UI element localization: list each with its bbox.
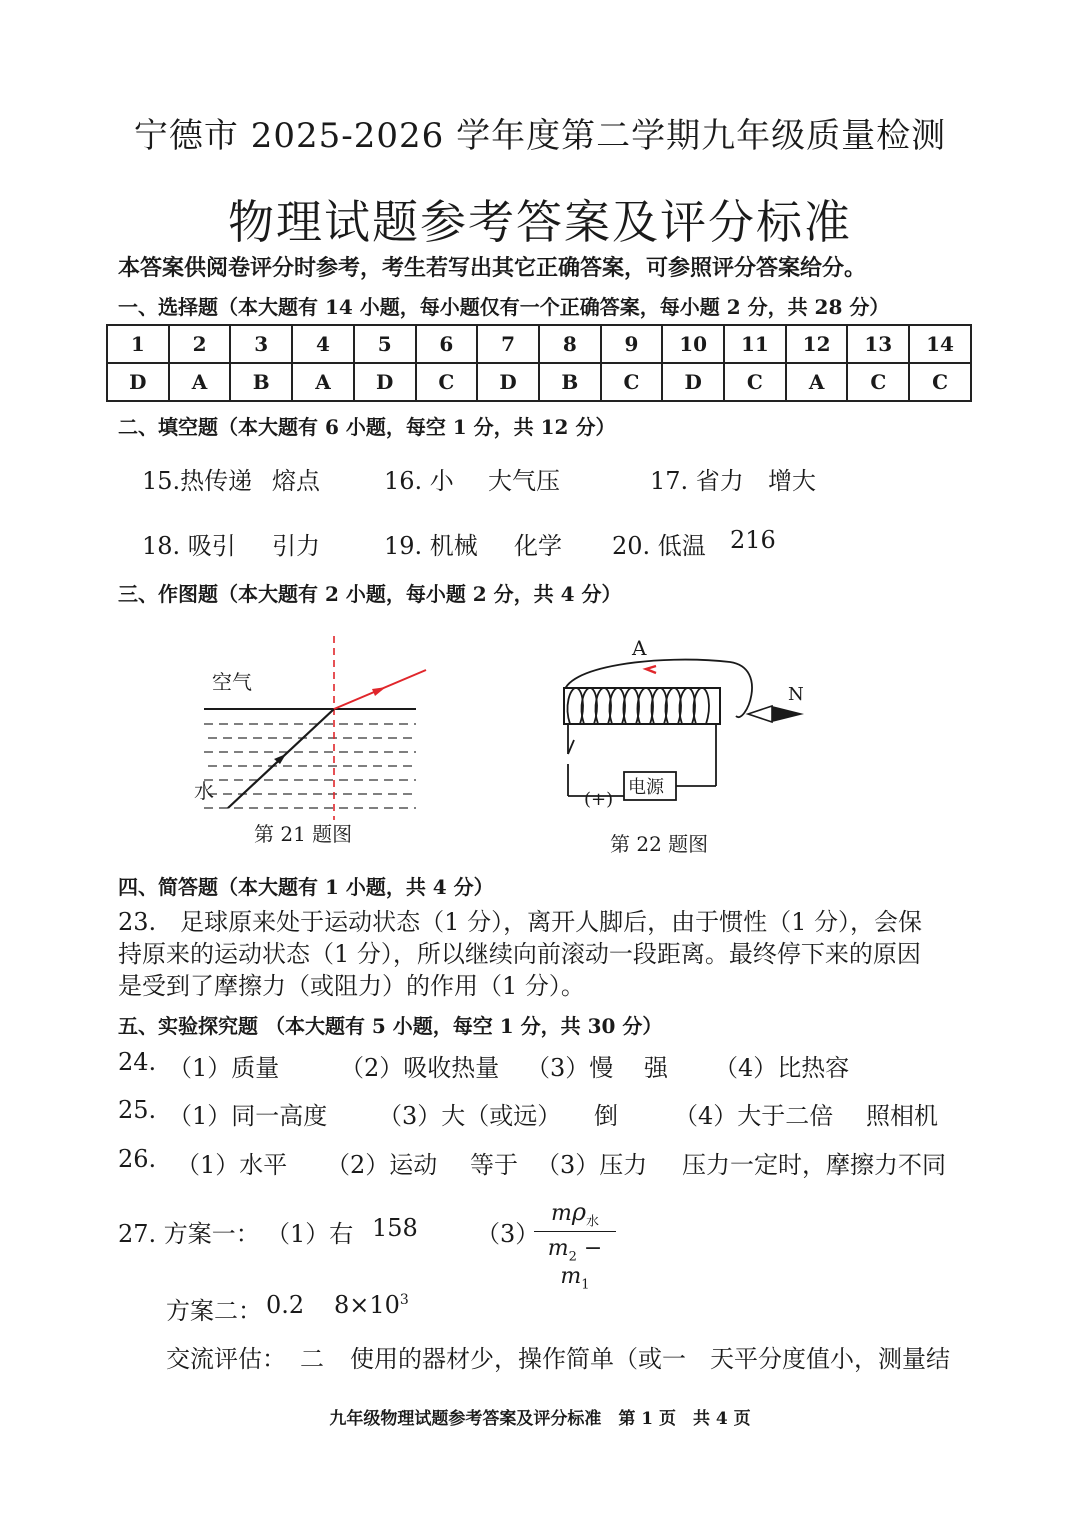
section2-heading: 二、填空题（本大题有 6 小题，每空 1 分，共 12 分） <box>118 415 616 439</box>
figure21-caption: 第 21 题图 <box>254 822 353 846</box>
answer-cell: A <box>786 363 848 401</box>
air-label: 空气 <box>212 670 252 694</box>
answer-cell: D <box>107 363 169 401</box>
mass-symbol: m <box>551 1201 572 1226</box>
choice-answer-table <box>106 324 972 402</box>
q27-value1: 158 <box>372 1214 418 1242</box>
q23-line1: 23. 足球原来处于运动状态（1 分），离开人脚后，由于惯性（1 分），会保 <box>118 908 922 936</box>
q27-label: 27. 方案一： <box>118 1220 260 1248</box>
q26-number: 26. <box>118 1145 157 1173</box>
fill-answer-19a: 19. 机械 <box>384 532 478 560</box>
q26-part1: （1）水平 <box>176 1151 288 1179</box>
figure22-caption: 第 22 题图 <box>610 832 709 856</box>
answer-cell: C <box>724 363 786 401</box>
question-number: 14 <box>909 325 971 363</box>
section3-heading: 三、作图题（本大题有 2 小题，每小题 2 分，共 4 分） <box>118 582 622 606</box>
answer-cell: D <box>354 363 416 401</box>
mass2-subscript: 2 <box>568 1249 577 1265</box>
q26-part2b: 等于 <box>470 1151 518 1179</box>
answer-cell: B <box>539 363 601 401</box>
question-number: 7 <box>477 325 539 363</box>
answer-cell: C <box>909 363 971 401</box>
plan2-value2-base: 8×10 <box>334 1291 400 1319</box>
q24-number: 24. <box>118 1048 157 1076</box>
q25-part4b: 照相机 <box>866 1102 938 1130</box>
q23-line2: 持原来的运动状态（1 分），所以继续向前滚动一段距离。最终停下来的原因 <box>118 940 921 968</box>
document-title: 物理试题参考答案及评分标准 <box>228 195 852 249</box>
question-number: 2 <box>169 325 231 363</box>
q24-part4: （4）比热容 <box>714 1054 850 1082</box>
fill-answer-16a: 16. 小 <box>384 467 454 495</box>
question-number: 11 <box>724 325 786 363</box>
q27-part1: （1）右 <box>266 1220 354 1248</box>
mass2-symbol: m <box>547 1236 569 1261</box>
answer-cell: C <box>416 363 478 401</box>
refraction-diagram <box>190 630 430 820</box>
plan2-value2 <box>334 1291 409 1319</box>
q25-part1: （1）同一高度 <box>168 1102 328 1130</box>
q26-part3b: 压力一定时，摩擦力不同 <box>682 1151 946 1179</box>
fill-answer-17a: 17. 省力 <box>650 467 744 495</box>
fill-answer-18b: 引力 <box>272 532 320 560</box>
rho-subscript: 水 <box>585 1214 599 1230</box>
answer-cell: C <box>847 363 909 401</box>
positive-terminal-label <box>584 789 613 810</box>
q26-part2a: （2）运动 <box>326 1151 438 1179</box>
q23-line3: 是受到了摩擦力（或阻力）的作用（1 分）。 <box>118 972 585 1000</box>
page-footer: 九年级物理试题参考答案及评分标准 第 1 页 共 4 页 <box>329 1409 751 1429</box>
question-number: 4 <box>292 325 354 363</box>
plan2-value2-exponent: 3 <box>399 1292 409 1308</box>
q24-part3b: 强 <box>644 1054 668 1082</box>
q26-part3a: （3）压力 <box>536 1151 648 1179</box>
answer-cell: D <box>477 363 539 401</box>
fill-answer-18a: 18. 吸引 <box>142 532 236 560</box>
question-number: 1 <box>107 325 169 363</box>
plan2-label: 方案二： <box>166 1297 262 1325</box>
q24-part2: （2）吸收热量 <box>340 1054 500 1082</box>
positive-terminal-text: (+) <box>584 789 614 810</box>
q25-part3b: 倒 <box>594 1102 618 1130</box>
question-number-row <box>107 325 971 363</box>
question-number: 3 <box>230 325 292 363</box>
water-label: 水 <box>194 779 214 803</box>
fill-answer-19b: 化学 <box>514 532 562 560</box>
question-number: 6 <box>416 325 478 363</box>
fill-answer-17b: 增大 <box>768 467 816 495</box>
answer-cell: C <box>601 363 663 401</box>
question-number: 10 <box>662 325 724 363</box>
q24-part3a: （3）慢 <box>526 1054 614 1082</box>
section5-heading: 五、实验探究题 （本大题有 5 小题，每空 1 分，共 30 分） <box>118 1014 663 1038</box>
rho-symbol: ρ <box>571 1198 586 1226</box>
question-number: 13 <box>847 325 909 363</box>
question-number: 12 <box>786 325 848 363</box>
question-number: 5 <box>354 325 416 363</box>
q24-part1: （1）质量 <box>168 1054 280 1082</box>
label-n: N <box>788 684 804 705</box>
answer-cell: B <box>230 363 292 401</box>
fill-answer-15b: 熔点 <box>272 467 320 495</box>
density-formula-denominator <box>530 1236 620 1293</box>
minus-sign: − <box>576 1236 603 1261</box>
section4-heading: 四、简答题（本大题有 1 小题，共 4 分） <box>118 875 494 899</box>
section1-heading: 一、选择题（本大题有 14 小题，每小题仅有一个正确答案，每小题 2 分，共 28 分） <box>118 295 890 319</box>
answer-cell: A <box>169 363 231 401</box>
question-number: 9 <box>601 325 663 363</box>
answer-row <box>107 363 971 401</box>
exam-title: 宁德市 2025-2026 学年度第二学期九年级质量检测 <box>133 116 947 156</box>
density-formula-numerator <box>534 1198 616 1229</box>
q27-part3: （3） <box>476 1220 540 1248</box>
q25-part3a: （3）大（或远） <box>378 1102 562 1130</box>
label-a: A <box>632 636 647 660</box>
mass1-symbol: m <box>560 1264 582 1290</box>
fill-answer-20b: 216 <box>730 526 776 554</box>
grading-note: 本答案供阅卷评分时参考，考生若写出其它正确答案，可参照评分答案给分。 <box>118 255 867 281</box>
q25-part4a: （4）大于二倍 <box>674 1102 834 1130</box>
plan2-value1: 0.2 <box>266 1291 305 1319</box>
evaluation-label: 交流评估： <box>166 1345 286 1373</box>
evaluation-reason: 使用的器材少，操作简单（或一 天平分度值小，测量结 <box>350 1345 950 1373</box>
fill-answer-20a: 20. 低温 <box>612 532 706 560</box>
power-source-label: 电源 <box>628 777 664 798</box>
fill-answer-15a: 15.热传递 <box>142 467 253 495</box>
answer-cell: D <box>662 363 724 401</box>
answer-cell: A <box>292 363 354 401</box>
q25-number: 25. <box>118 1096 157 1124</box>
question-number: 8 <box>539 325 601 363</box>
fill-answer-16b: 大气压 <box>488 467 560 495</box>
mass1-subscript: 1 <box>581 1277 590 1293</box>
fraction-bar <box>534 1231 616 1232</box>
evaluation-choice: 二 <box>300 1345 324 1373</box>
